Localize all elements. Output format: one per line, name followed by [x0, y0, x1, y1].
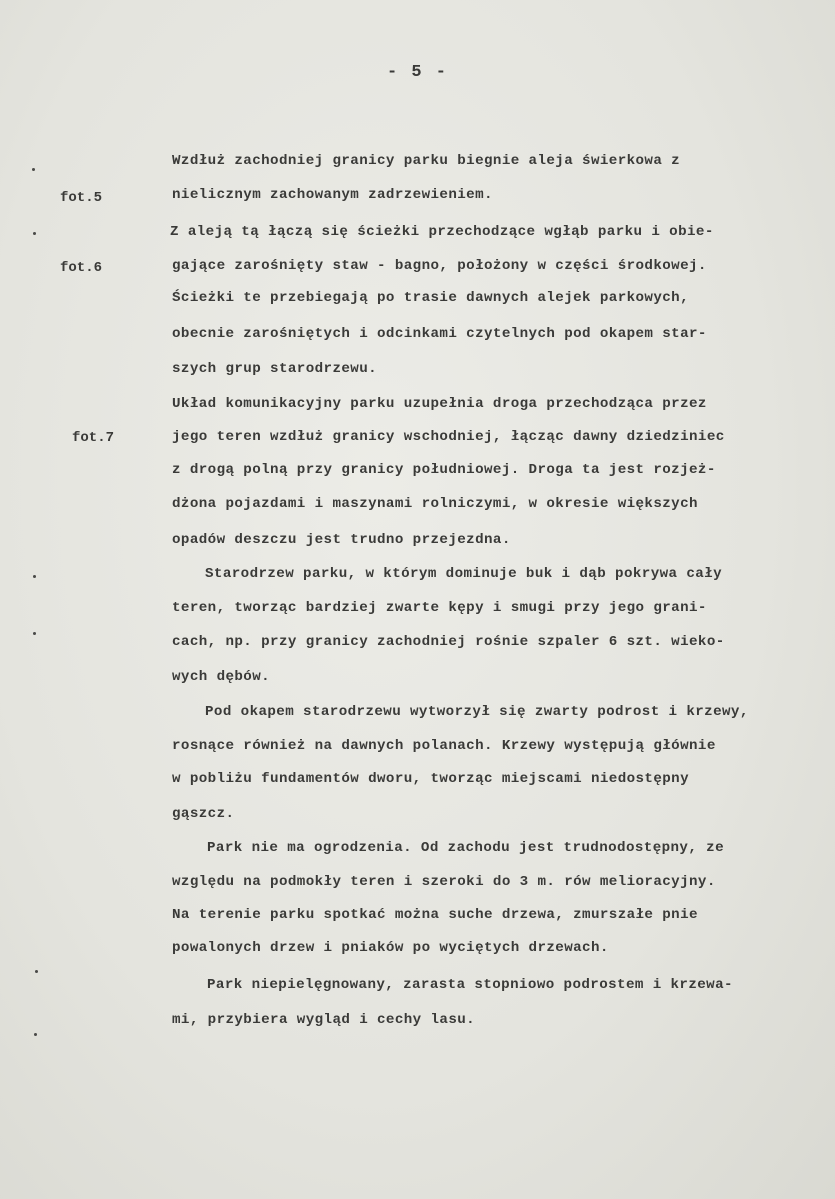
- text-line: jego teren wzdłuż granicy wschodniej, łącząc dawny dziedziniec: [172, 429, 725, 445]
- text-line: Park nie ma ogrodzenia. Od zachodu jest trudnodostępny, ze: [207, 840, 725, 856]
- text-line: cach, np. przy granicy zachodniej rośnie szpaler 6 szt. wieko-: [172, 634, 725, 650]
- margin-note-fot6: fot.6: [60, 260, 103, 276]
- margin-dot: [33, 232, 36, 235]
- text-line: Z aleją tą łączą się ścieżki przechodzące wgłąb parku i obie-: [170, 224, 714, 240]
- text-line: szych grup starodrzewu.: [172, 361, 378, 377]
- text-line: Na terenie parku spotkać można suche drzewa, zmurszałe pnie: [172, 907, 698, 923]
- text-line: Park niepielęgnowany, zarasta stopniowo podrostem i krzewa-: [207, 977, 733, 993]
- text-line: obecnie zarośniętych i odcinkami czytelnych pod okapem star-: [172, 326, 707, 342]
- margin-dot: [33, 575, 36, 578]
- margin-note-fot5: fot.5: [60, 190, 103, 206]
- text-line: nielicznym zachowanym zadrzewieniem.: [172, 187, 493, 203]
- text-line: rosnące również na dawnych polanach. Krzewy występują głównie: [172, 738, 716, 754]
- margin-dot: [32, 168, 35, 171]
- text-line: Ścieżki te przebiegają po trasie dawnych alejek parkowych,: [172, 290, 690, 306]
- text-line: gające zarośnięty staw - bagno, położony w części środkowej.: [172, 258, 707, 274]
- margin-dot: [35, 970, 38, 973]
- text-line: wych dębów.: [172, 669, 271, 685]
- text-line: względu na podmokły teren i szeroki do 3 m. rów melioracyjny.: [172, 874, 716, 890]
- text-line: Wzdłuż zachodniej granicy parku biegnie aleja świerkowa z: [172, 153, 681, 169]
- text-line: Układ komunikacyjny parku uzupełnia droga przechodząca przez: [172, 396, 707, 412]
- text-line: gąszcz.: [172, 806, 235, 822]
- text-line: powalonych drzew i pniaków po wyciętych drzewach.: [172, 940, 609, 956]
- text-line: opadów deszczu jest trudno przejezdna.: [172, 532, 511, 548]
- margin-dot: [34, 1033, 37, 1036]
- text-line: mi, przybiera wygląd i cechy lasu.: [172, 1012, 476, 1028]
- text-line: z drogą polną przy granicy południowej. Droga ta jest rozjeż-: [172, 462, 716, 478]
- text-line: w pobliżu fundamentów dworu, tworząc miejscami niedostępny: [172, 771, 690, 787]
- text-line: Starodrzew parku, w którym dominuje buk i dąb pokrywa cały: [205, 566, 723, 582]
- text-line: dżona pojazdami i maszynami rolniczymi, w okresie większych: [172, 496, 698, 512]
- page-number: - 5 -: [386, 63, 448, 82]
- text-line: Pod okapem starodrzewu wytworzył się zwarty podrost i krzewy,: [205, 704, 749, 720]
- margin-note-fot7: fot.7: [72, 430, 115, 446]
- text-line: teren, tworząc bardziej zwarte kępy i smugi przy jego grani-: [172, 600, 707, 616]
- margin-dot: [33, 632, 36, 635]
